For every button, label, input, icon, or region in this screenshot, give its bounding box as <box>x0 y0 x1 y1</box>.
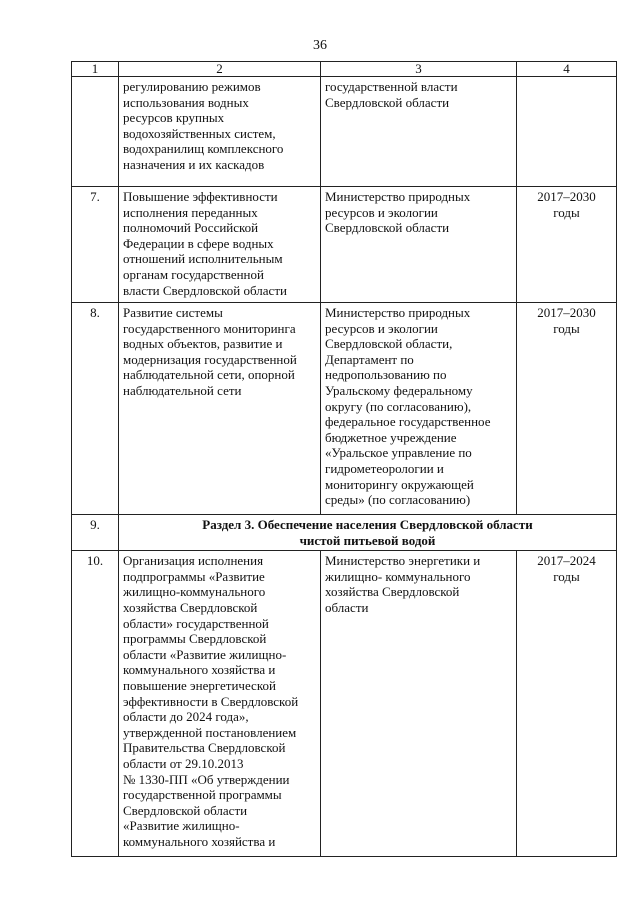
task-text: Развитие системы государственного мониторинга водных объектов, развитие и модернизация государственной наблюдательной сети, опорной наблюдательной сети <box>123 305 297 398</box>
section-row <box>72 515 617 551</box>
row-number: 9. <box>72 515 119 551</box>
row-number <box>72 77 119 187</box>
task-cell <box>119 551 321 857</box>
measures-table <box>71 61 617 857</box>
task-text: Повышение эффективности исполнения переданных полномочий Российской Федерации в сфере водных отношений исполнительным органам государственной власти Свердловской области <box>123 189 287 298</box>
task-text: регулированию режимов использования водных ресурсов крупных водохозяйственных систем, водохранилищ комплексного назначения и их каскадов <box>123 79 284 172</box>
task-cell <box>119 303 321 515</box>
term-cell <box>517 551 617 857</box>
executor-text: Министерство природных ресурсов и экологии Свердловской области <box>325 189 471 236</box>
term-cell <box>517 77 617 187</box>
table-row <box>72 77 617 187</box>
column-header-4: 4 <box>517 62 617 77</box>
section-title <box>119 515 617 551</box>
row-number: 10. <box>72 551 119 857</box>
executor-text: государственной власти Свердловской области <box>325 79 458 110</box>
table-header-row <box>72 62 617 77</box>
row-number: 8. <box>72 303 119 515</box>
executor-text: Министерство энергетики и жилищно- коммунального хозяйства Свердловской области <box>325 553 481 615</box>
column-header-1: 1 <box>72 62 119 77</box>
page-number: 36 <box>313 38 327 53</box>
executor-cell <box>321 551 517 857</box>
row-number: 7. <box>72 187 119 303</box>
section-title-text: Раздел 3. Обеспечение населения Свердловской области чистой питьевой водой <box>202 517 533 548</box>
term-text: 2017–2024 годы <box>537 553 596 584</box>
term-text: 2017–2030 годы <box>537 305 596 336</box>
term-text: 2017–2030 годы <box>537 189 596 220</box>
column-header-3: 3 <box>321 62 517 77</box>
executor-cell <box>321 77 517 187</box>
executor-text: Министерство природных ресурсов и экологии Свердловской области, Департамент по недропользованию по Уральскому федеральному округу (по согласованию), федеральное государственное бюджетное учреждение «Уральское управление по гидрометеорологии и мониторингу окружающей среды» (по согласованию) <box>325 305 491 508</box>
task-text: Организация исполнения подпрограммы «Развитие жилищно-коммунального хозяйства Свердловской области» государственной программы Свердловской области «Развитие жилищно- коммунального хозяйства и повышение энергетической эффективности в Свердловской области до 2024 года», утвержденной постановлением Правительства Свердловской области от 29.10.2013 № 1330-ПП «Об утверждении государственной программы Свердловской области «Развитие жилищно- коммунального хозяйства и <box>123 553 299 849</box>
executor-cell <box>321 303 517 515</box>
table-row <box>72 187 617 303</box>
task-cell <box>119 77 321 187</box>
task-cell <box>119 187 321 303</box>
term-cell <box>517 303 617 515</box>
table-row <box>72 303 617 515</box>
term-cell <box>517 187 617 303</box>
table-row <box>72 551 617 857</box>
executor-cell <box>321 187 517 303</box>
column-header-2: 2 <box>119 62 321 77</box>
